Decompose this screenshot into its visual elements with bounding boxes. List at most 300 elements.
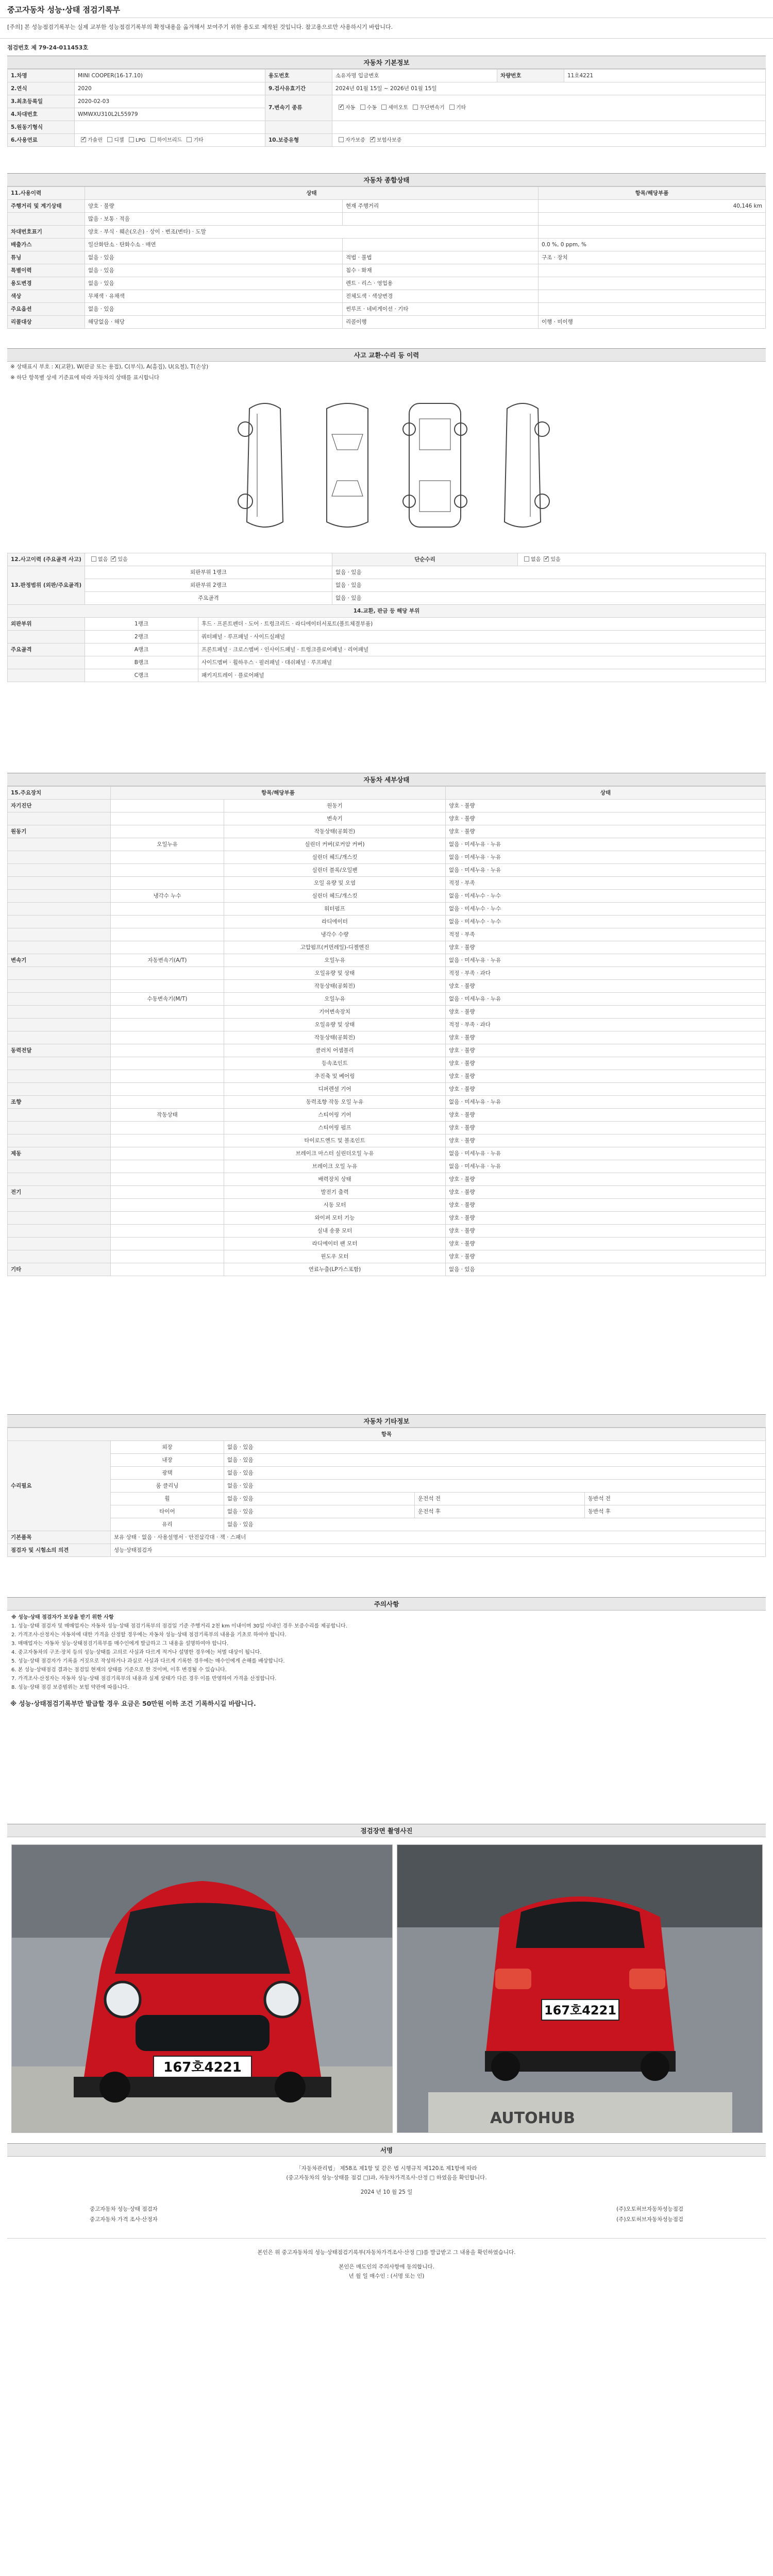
- detail-sub: [111, 1238, 224, 1250]
- detail-group: [8, 1238, 111, 1250]
- basic-info-header: 자동차 기본정보: [7, 56, 766, 69]
- detail-state: 없음 · 미세누수 · 누수: [446, 890, 766, 903]
- model-value: MINI COOPER(16-17.10): [75, 70, 265, 82]
- summary-row-label: 배출가스: [8, 239, 85, 251]
- detail-col-state: 상태: [446, 787, 766, 800]
- rear-plate-text: 167호4221: [544, 2003, 617, 2018]
- fuel-label: 6.사용연료: [8, 134, 75, 147]
- accident-header: 사고 교환·수리 등 이력: [7, 348, 766, 362]
- detail-sub: 작동상태: [111, 1109, 224, 1122]
- detail-row: [8, 812, 766, 825]
- detail-group: [8, 838, 111, 851]
- checkbox-gasoline[interactable]: [81, 137, 86, 142]
- simple-repair-options[interactable]: 없음✓ 있음: [518, 553, 766, 566]
- detail-row: [8, 825, 766, 838]
- detail-group: [8, 1212, 111, 1225]
- checkbox-has-accident[interactable]: [111, 556, 116, 562]
- basic-info-section: [7, 56, 766, 147]
- summary-row-item: [343, 239, 539, 251]
- detail-item: 고압펌프(커먼레일)-디젤엔진: [224, 941, 446, 954]
- detail-sub: [111, 980, 224, 993]
- parts-group: 외판부위: [8, 618, 85, 631]
- empty-value: [332, 121, 766, 134]
- detail-item: 실린더 헤드/개스킷: [224, 851, 446, 864]
- detail-item: 원동기: [224, 800, 446, 812]
- detail-row: [8, 1031, 766, 1044]
- detail-state: 적정 · 부족 · 과다: [446, 967, 766, 980]
- detail-sub: 수동변속기(M/T): [111, 993, 224, 1006]
- detail-sub: [111, 825, 224, 838]
- detail-item: 실린더 커버(로커암 커버): [224, 838, 446, 851]
- detail-item: 라디에이터: [224, 916, 446, 928]
- checkbox-manual[interactable]: [360, 105, 365, 110]
- detail-group: [8, 980, 111, 993]
- parts-rank: B랭크: [85, 656, 198, 669]
- engine-type-label: 5.원동기형식: [8, 121, 75, 134]
- detail-group: [8, 1006, 111, 1019]
- summary-row-label: 주행거리 및 계기상태: [8, 200, 85, 213]
- note-line: 3. 매매업자는 자동차 성능·상태점검기록부를 매수인에게 발급하고 그 내용을 설명하여야 합니다.: [11, 1641, 229, 1647]
- detail-row: [8, 1070, 766, 1083]
- detail-item: 연료누출(LP가스포함): [224, 1263, 446, 1276]
- parts-header: 14.교환, 판금 등 해당 부위: [8, 605, 766, 618]
- summary-row-value: [539, 226, 766, 239]
- checkbox-auto[interactable]: [339, 105, 344, 110]
- appraiser-org: (주)오토허브자동차성능점검: [616, 2216, 683, 2223]
- checkbox-has-repair[interactable]: [544, 556, 549, 562]
- detail-group: [8, 812, 111, 825]
- summary-row-label: 튜닝: [8, 251, 85, 264]
- detail-group: [8, 1122, 111, 1134]
- plate-value: 11호4221: [564, 70, 766, 82]
- detail-sub: [111, 1070, 224, 1083]
- checkbox-cvt[interactable]: [413, 105, 418, 110]
- note-line: 7. 가격조사·산정자는 자동차 성능·상태 점검기록부의 내용과 실제 상태가 다른 경우 이를 반영하여 가격을 산정합니다.: [11, 1676, 277, 1682]
- detail-row: [8, 851, 766, 864]
- detail-row: [8, 1160, 766, 1173]
- note-line: 4. 중고자동차의 구조·장치 등의 성능·상태를 고의로 사실과 다르게 적거나 설명한 경우에는 처벌 대상이 됩니다.: [11, 1650, 262, 1655]
- rank-row-state: 없음 · 있음: [332, 592, 766, 605]
- opinion-value: 성능·상태점검자: [111, 1544, 766, 1557]
- car-left-side-view: [234, 398, 296, 532]
- detail-item: 발전기 출력: [224, 1186, 446, 1199]
- detail-group: [8, 1070, 111, 1083]
- detail-item: 오일유량 및 상태: [224, 1019, 446, 1031]
- detail-row: [8, 1134, 766, 1147]
- detail-item: 등속조인트: [224, 1057, 446, 1070]
- detail-sub: [111, 916, 224, 928]
- detail-state: 적정 · 부족: [446, 928, 766, 941]
- detail-group: [8, 1134, 111, 1147]
- checker-org: (주)오토허브자동차성능점검: [616, 2206, 683, 2212]
- detail-state: 없음 · 미세누유 · 누유: [446, 1160, 766, 1173]
- car-top-view: [316, 398, 378, 532]
- detail-group: 제동: [8, 1147, 111, 1160]
- photos-section: [7, 1824, 766, 1837]
- summary-col-item: 항목/해당부품: [539, 187, 766, 200]
- summary-row-state: 해당없음 · 해당: [85, 316, 343, 329]
- status-legend: ※ 상태표시 부호 : X(교환), W(판금 또는 용접), C(부식), A(흠집), U(요철), T(손상): [10, 364, 209, 370]
- detail-row: [8, 903, 766, 916]
- summary-row-value: [539, 303, 766, 316]
- first-reg-label: 3.최초등록일: [8, 95, 75, 108]
- summary-row-item: 적법 · 불법: [343, 251, 539, 264]
- detail-header: 자동차 세부상태: [7, 773, 766, 786]
- parts-group: [8, 669, 85, 682]
- checkbox-hybrid[interactable]: [150, 137, 156, 142]
- detail-sub: [111, 851, 224, 864]
- wheel-driver-front: 운전석 전: [415, 1493, 585, 1505]
- notice-divider: [0, 38, 773, 39]
- detail-sub: 자동변속기(A/T): [111, 954, 224, 967]
- summary-row-state: 양호 · 부식 · 훼손(오손) · 상이 · 변조(변타) · 도말: [85, 226, 539, 239]
- other-row-state: 없음 · 있음: [224, 1454, 766, 1467]
- model-label: 1.차명: [8, 70, 75, 82]
- other-row-label: 내장: [111, 1454, 224, 1467]
- detail-group: 자기진단: [8, 800, 111, 812]
- year-value: 2020: [75, 82, 265, 95]
- detail-sub: [111, 1173, 224, 1186]
- detail-group: [8, 903, 111, 916]
- transmission-label: 7.변속기 종류: [265, 95, 332, 121]
- summary-row-label: 특별이력: [8, 264, 85, 277]
- detail-row: [8, 864, 766, 877]
- other-subhead: 항목: [8, 1428, 766, 1441]
- detail-state: 양호 · 불량: [446, 1225, 766, 1238]
- detail-item: 오일유량 및 상태: [224, 967, 446, 980]
- notes-title: ※ 성능·상태 점검자가 보상을 받기 위한 사항: [11, 1615, 114, 1620]
- detail-sub: 냉각수 누수: [111, 890, 224, 903]
- detail-sub: [111, 1160, 224, 1173]
- detail-item: 작동상태(공회전): [224, 1031, 446, 1044]
- detail-sub: [111, 1031, 224, 1044]
- detail-sub: [111, 1019, 224, 1031]
- car-right-side-view: [492, 398, 553, 532]
- detail-group: [8, 1199, 111, 1212]
- other-row-label: 광택: [111, 1467, 224, 1480]
- detail-item: 스티어링 펌프: [224, 1122, 446, 1134]
- checkbox-fuel-other[interactable]: [187, 137, 192, 142]
- detail-group: [8, 993, 111, 1006]
- detail-sub: [111, 1199, 224, 1212]
- summary-row-value: 0.0 %, 0 ppm, %: [539, 239, 766, 251]
- car-diagram: [7, 383, 766, 553]
- accident-history-options[interactable]: 없음✓ 있음: [85, 553, 332, 566]
- summary-row-value: [539, 290, 766, 303]
- checkbox-self-warranty[interactable]: [339, 137, 344, 142]
- wheel-passenger-rear: 동반석 후: [585, 1505, 766, 1518]
- summary-row-state: 양호 · 불량: [85, 200, 343, 213]
- parts-group: [8, 631, 85, 643]
- detail-sub: [111, 903, 224, 916]
- detail-sub: [111, 1096, 224, 1109]
- rank-row: 외판부위 2랭크: [85, 579, 332, 592]
- detail-sub: [111, 1057, 224, 1070]
- detail-row: [8, 1238, 766, 1250]
- engine-type-value: [75, 121, 265, 134]
- detail-row: [8, 1019, 766, 1031]
- summary-row-value: [539, 277, 766, 290]
- summary-row-value: 구조 · 장치: [539, 251, 766, 264]
- summary-row-label: 색상: [8, 290, 85, 303]
- other-row-label: 휠: [111, 1493, 224, 1505]
- checkbox-trans-other[interactable]: [449, 105, 455, 110]
- summary-row-state: 없음 · 있음: [85, 264, 343, 277]
- detail-sub: [111, 1083, 224, 1096]
- detail-state: 양호 · 불량: [446, 1212, 766, 1225]
- detail-sub: [111, 928, 224, 941]
- detail-row: [8, 1186, 766, 1199]
- parts-group: 주요골격: [8, 643, 85, 656]
- detail-group: [8, 1173, 111, 1186]
- other-row-label: 외장: [111, 1441, 224, 1454]
- detail-item: 브레이크 오일 누유: [224, 1160, 446, 1173]
- detail-item: 추진축 및 베어링: [224, 1070, 446, 1083]
- summary-row-item: 현재 주행거리: [343, 200, 539, 213]
- detail-item: 브레이크 마스터 실린더오일 누유: [224, 1147, 446, 1160]
- checkbox-lpg[interactable]: [129, 137, 134, 142]
- detail-state: 양호 · 불량: [446, 1044, 766, 1057]
- detail-row: [8, 967, 766, 980]
- detail-sub: [111, 800, 224, 812]
- checkbox-no-accident[interactable]: [91, 556, 96, 562]
- summary-row-state: 없음 · 있음: [85, 303, 343, 316]
- vin-value: WMWXU310L2L55979: [75, 108, 265, 121]
- detail-group: [8, 1250, 111, 1263]
- basic-items-options: 보유 상태 · 없음 · 사용설명서 · 안전삼각대 · 잭 · 스패너: [111, 1531, 766, 1544]
- detail-group: [8, 1019, 111, 1031]
- summary-col-usage: 11.사용이력: [8, 187, 85, 200]
- detail-table: [7, 786, 766, 1276]
- note-line: 6. 본 성능·상태점검 결과는 점검일 현재의 상태를 기준으로 한 것이며, 이후 변경될 수 있습니다.: [11, 1667, 227, 1673]
- checkbox-no-repair[interactable]: [524, 556, 529, 562]
- detail-item: 디퍼렌셜 기어: [224, 1083, 446, 1096]
- detail-state: 없음 · 있음: [446, 1263, 766, 1276]
- detail-row: [8, 1083, 766, 1096]
- detail-group: [8, 1031, 111, 1044]
- other-info-table: [7, 1428, 766, 1557]
- detail-item: 워터펌프: [224, 903, 446, 916]
- detail-state: 없음 · 미세누유 · 누유: [446, 1147, 766, 1160]
- other-row-state: 없음 · 있음: [224, 1467, 766, 1480]
- detail-sub: [111, 1147, 224, 1160]
- detail-group: [8, 1057, 111, 1070]
- detail-sub: [111, 1225, 224, 1238]
- summary-row-label: 차대번호표기: [8, 226, 85, 239]
- checkbox-diesel[interactable]: [107, 137, 112, 142]
- appraiser-role: 중고자동차 가격 조사·산정자: [90, 2216, 158, 2223]
- detail-row: [8, 1199, 766, 1212]
- summary-table: [7, 187, 766, 329]
- summary-row-item: 침수 · 화재: [343, 264, 539, 277]
- parts-group: [8, 656, 85, 669]
- detail-row: [8, 1173, 766, 1186]
- detail-sub: [111, 941, 224, 954]
- detail-sub: [111, 1006, 224, 1019]
- detail-item: 냉각수 수량: [224, 928, 446, 941]
- summary-row-state: 없음 · 있음: [85, 277, 343, 290]
- detail-group: [8, 1160, 111, 1173]
- detail-row: [8, 1044, 766, 1057]
- other-row-label: 타이어: [111, 1505, 224, 1518]
- detail-row: [8, 1057, 766, 1070]
- detail-row: [8, 1147, 766, 1160]
- detail-state: 없음 · 미세누유 · 누유: [446, 1096, 766, 1109]
- sign-line-2: (중고자동차의 성능·상태를 점검 □)과, 자동차가격조사·산정 □ 하였음을 확인합니다.: [286, 2175, 487, 2181]
- parts-rank: C랭크: [85, 669, 198, 682]
- first-reg-value: 2020-02-03: [75, 95, 265, 108]
- summary-row-value: [539, 213, 766, 226]
- parts-rank: 2랭크: [85, 631, 198, 643]
- summary-row-label: 리콜대상: [8, 316, 85, 329]
- other-row-label: 유리: [111, 1518, 224, 1531]
- detail-col-device: 15.주요장치: [8, 787, 111, 800]
- checkbox-insurer-warranty[interactable]: [370, 137, 375, 142]
- detail-state: 없음 · 미세누유 · 누유: [446, 851, 766, 864]
- other-info-header: 자동차 기타정보: [7, 1414, 766, 1428]
- detail-state: 없음 · 미세누유 · 누유: [446, 864, 766, 877]
- sign-date: 2024 년 10 월 25 일: [360, 2189, 413, 2195]
- other-row-state: 없음 · 있음: [224, 1493, 415, 1505]
- summary-row-label: 용도변경: [8, 277, 85, 290]
- detail-sub: [111, 812, 224, 825]
- summary-row-value: 40,146 km: [539, 200, 766, 213]
- detail-item: 와이퍼 모터 기능: [224, 1212, 446, 1225]
- detail-row: [8, 928, 766, 941]
- detail-row: [8, 954, 766, 967]
- detail-item: 스티어링 기어: [224, 1109, 446, 1122]
- summary-section: [7, 173, 766, 329]
- summary-row-item: 렌트 · 리스 · 영업용: [343, 277, 539, 290]
- detail-state: 없음 · 미세누수 · 누수: [446, 903, 766, 916]
- note-line: 1. 성능·상태 점검자 및 매매업자는 자동차 성능·상태 점검기록부의 점검일 기준 주행거리 2천 km 이내이며 30일 이내인 경우 보증수리를 제공합니다.: [11, 1623, 347, 1629]
- lift-brand-text: AUTOHUB: [490, 2109, 575, 2127]
- detail-state: 양호 · 불량: [446, 1070, 766, 1083]
- detail-sub: [111, 864, 224, 877]
- parts-list: 사이드멤버 · 휠하우스 · 필러패널 · 대쉬패널 · 루프패널: [198, 656, 766, 669]
- rank-row-state: 없음 · 있음: [332, 566, 766, 579]
- detail-state: 적정 · 부족: [446, 877, 766, 890]
- detail-item: 윈도우 모터: [224, 1250, 446, 1263]
- other-row-state: 없음 · 있음: [224, 1518, 766, 1531]
- detail-row: [8, 1212, 766, 1225]
- document-title: 중고자동차 성능·상태 점검기록부: [7, 5, 121, 14]
- sign-body: [7, 2157, 766, 2197]
- buyer-line: 본인은 매도인의 주의사항에 동의합니다.: [339, 2264, 434, 2270]
- sign-line-1: 「자동차관리법」 제58조 제1항 및 같은 법 시행규칙 제120조 제1항에 따라: [296, 2165, 477, 2172]
- summary-row-label: [8, 213, 85, 226]
- detail-item: 실린더 블록/오일팬: [224, 864, 446, 877]
- detail-group: [8, 890, 111, 903]
- detail-row: [8, 890, 766, 903]
- checker-role: 중고자동차 성능·상태 점검자: [90, 2206, 158, 2212]
- summary-row-state: 무채색 · 유채색: [85, 290, 343, 303]
- detail-item: 동력조향 작동 오일 누유: [224, 1096, 446, 1109]
- detail-item: 작동상태(공회전): [224, 980, 446, 993]
- detail-sub: [111, 1044, 224, 1057]
- summary-col-state: 상태: [85, 187, 539, 200]
- vin-label: 4.차대번호: [8, 108, 75, 121]
- detail-row: [8, 1263, 766, 1276]
- detail-state: 양호 · 불량: [446, 1238, 766, 1250]
- accident-section: [7, 348, 766, 682]
- other-row-state: 없음 · 있음: [224, 1480, 766, 1493]
- detail-state: 양호 · 불량: [446, 1173, 766, 1186]
- detail-item: 시동 모터: [224, 1199, 446, 1212]
- wheel-passenger-front: 동반석 전: [585, 1493, 766, 1505]
- detail-sub: [111, 1263, 224, 1276]
- detail-state: 양호 · 불량: [446, 980, 766, 993]
- year-label: 2.연식: [8, 82, 75, 95]
- transmission-options[interactable]: ✓ 자동 수동 세미오토 무단변속기 기타: [332, 95, 766, 121]
- parts-list: 패키지트레이 · 플로어패널: [198, 669, 766, 682]
- status-legend-2: ※ 하단 항목별 상세 기준표에 따라 자동차의 상태를 표시합니다: [10, 374, 160, 381]
- buyer-signature-line[interactable]: 년 월 일 매수인 : (서명 또는 인): [348, 2273, 425, 2279]
- detail-state: 없음 · 미세누수 · 누수: [446, 916, 766, 928]
- sign-section: [7, 2143, 766, 2281]
- empty-label: [265, 121, 332, 134]
- detail-row: [8, 993, 766, 1006]
- front-plate-text: 167호4221: [163, 2060, 242, 2075]
- detail-section: [7, 773, 766, 1276]
- detail-group: [8, 1083, 111, 1096]
- detail-item: 타이로드엔드 및 볼조인트: [224, 1134, 446, 1147]
- detail-group: [8, 967, 111, 980]
- notes-body: [7, 1611, 766, 1696]
- other-info-section: [7, 1414, 766, 1557]
- detail-group: 변속기: [8, 954, 111, 967]
- detail-state: 양호 · 불량: [446, 800, 766, 812]
- detail-item: 오일누유: [224, 993, 446, 1006]
- notes-bold-warning: ※ 성능·상태점검기록부만 발급할 경우 요금은 50만원 이하 조건 기록하시길 바랍니다.: [10, 1700, 256, 1707]
- note-line: 2. 가격조사·산정자는 자동차에 대한 가격을 산정할 경우에는 자동차 성능·상태 점검기록부의 내용을 기초로 하여야 합니다.: [11, 1632, 287, 1638]
- detail-row: [8, 838, 766, 851]
- detail-item: 오일누유: [224, 954, 446, 967]
- detail-state: 양호 · 불량: [446, 1122, 766, 1134]
- detail-group: 동력전달: [8, 1044, 111, 1057]
- summary-row-label: 주요옵션: [8, 303, 85, 316]
- detail-state: 양호 · 불량: [446, 1083, 766, 1096]
- detail-group: 전기: [8, 1186, 111, 1199]
- detail-item: 변속기: [224, 812, 446, 825]
- summary-header: 자동차 종합상태: [7, 173, 766, 187]
- checkbox-semi-auto[interactable]: [381, 105, 386, 110]
- warranty-options[interactable]: 자가보증 ✓ 보험사보증: [332, 134, 766, 147]
- repair-needed-label: 수리필요: [8, 1441, 111, 1531]
- rank-row: 외판부위 1랭크: [85, 566, 332, 579]
- purpose-label: 용도번호: [265, 70, 332, 82]
- detail-group: [8, 864, 111, 877]
- detail-item: 배력장치 상태: [224, 1173, 446, 1186]
- opinion-label: 점검자 및 시험소의 의견: [8, 1544, 111, 1557]
- rank-label: 13.판정범위 (외판/주요골격): [8, 566, 85, 605]
- other-row-label: 룸 클리닝: [111, 1480, 224, 1493]
- detail-state: 양호 · 불량: [446, 1186, 766, 1199]
- detail-group: [8, 928, 111, 941]
- summary-row-value: 이행 · 미이행: [539, 316, 766, 329]
- photos-header: 점검장면 촬영사진: [7, 1824, 766, 1837]
- accident-history-label: 12.사고이력 (주요골격 사고): [8, 553, 85, 566]
- detail-row: [8, 1109, 766, 1122]
- detail-row: [8, 1006, 766, 1019]
- buyer-confirm: [7, 2239, 766, 2281]
- detail-state: 양호 · 불량: [446, 1250, 766, 1263]
- detail-sub: [111, 1250, 224, 1263]
- fuel-options[interactable]: ✓ 가솔린 디젤 LPG 하이브리드 기타: [75, 134, 265, 147]
- detail-item: 작동상태(공회전): [224, 825, 446, 838]
- warranty-label: 10.보증유형: [265, 134, 332, 147]
- detail-item: 클러치 어셈블리: [224, 1044, 446, 1057]
